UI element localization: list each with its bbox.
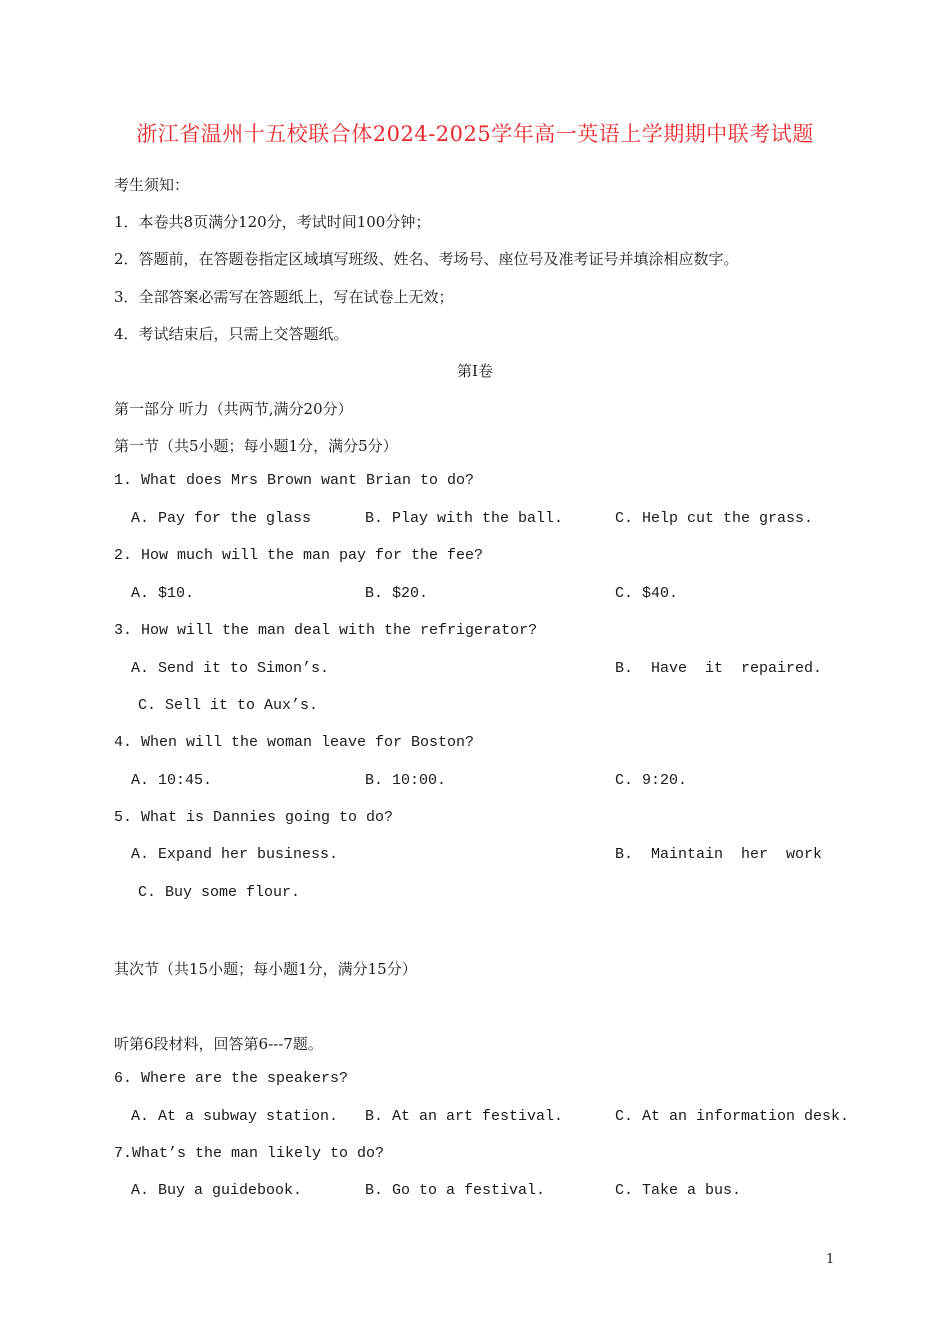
q5-option-c: C. Buy some flour. xyxy=(138,884,301,901)
q6-option-c: C. At an information desk. xyxy=(615,1108,850,1125)
question-6: 6. Where are the speakers? xyxy=(114,1070,349,1087)
q3-option-b: B. Have it repaired. xyxy=(615,660,823,677)
q6-option-b: B. At an art festival. xyxy=(365,1108,564,1125)
q3-option-a: A. Send it to Simon’s. xyxy=(131,660,330,677)
q1-option-c: C. Help cut the grass. xyxy=(615,510,814,527)
q4-option-a: A. 10:45. xyxy=(131,772,213,789)
volume-heading: 第Ⅰ卷 xyxy=(457,362,493,380)
material-instruction: 听第6段材料，回答第6---7题。 xyxy=(114,1035,323,1053)
q4-option-c: C. 9:20. xyxy=(615,772,688,789)
question-5: 5. What is Dannies going to do? xyxy=(114,809,394,826)
q1-option-b: B. Play with the ball. xyxy=(365,510,564,527)
section2-heading: 其次节（共15小题；每小题1分，满分15分） xyxy=(114,960,417,978)
question-3: 3. How will the man deal with the refrigerator? xyxy=(114,622,538,639)
question-4: 4. When will the woman leave for Boston? xyxy=(114,734,475,751)
q7-option-b: B. Go to a festival. xyxy=(365,1182,546,1199)
question-7: 7.What’s the man likely to do? xyxy=(114,1145,385,1162)
q6-option-a: A. At a subway station. xyxy=(131,1108,339,1125)
notice-item-4: 4．考试结束后，只需上交答题纸。 xyxy=(114,325,349,343)
notice-item-1: 1．本卷共8页满分120分，考试时间100分钟； xyxy=(114,213,431,231)
part1-heading: 第一部分 听力（共两节,满分20分） xyxy=(114,400,353,418)
q5-option-a: A. Expand her business. xyxy=(131,846,339,863)
q7-option-c: C. Take a bus. xyxy=(615,1182,742,1199)
question-2: 2. How much will the man pay for the fee? xyxy=(114,547,484,564)
question-1: 1. What does Mrs Brown want Brian to do? xyxy=(114,472,475,489)
section1-heading: 第一节（共5小题；每小题1分，满分5分） xyxy=(114,437,398,455)
notice-item-2: 2．答题前，在答题卷指定区域填写班级、姓名、考场号、座位号及准考证号并填涂相应数字。 xyxy=(114,250,739,268)
q7-option-a: A. Buy a guidebook. xyxy=(131,1182,303,1199)
q2-option-a: A. $10. xyxy=(131,585,195,602)
q4-option-b: B. 10:00. xyxy=(365,772,447,789)
q2-option-c: C. $40. xyxy=(615,585,679,602)
q1-option-a: A. Pay for the glass xyxy=(131,510,312,527)
q5-option-b: B. Maintain her work xyxy=(615,846,823,863)
notice-heading: 考生须知： xyxy=(114,176,190,194)
exam-title: 浙江省温州十五校联合体2024-2025学年高一英语上学期期中联考试题 xyxy=(136,122,814,146)
q3-option-c: C. Sell it to Aux’s. xyxy=(138,697,319,714)
page-number: 1 xyxy=(826,1252,835,1267)
q2-option-b: B. $20. xyxy=(365,585,429,602)
notice-item-3: 3．全部答案必需写在答题纸上，写在试卷上无效； xyxy=(114,288,454,306)
